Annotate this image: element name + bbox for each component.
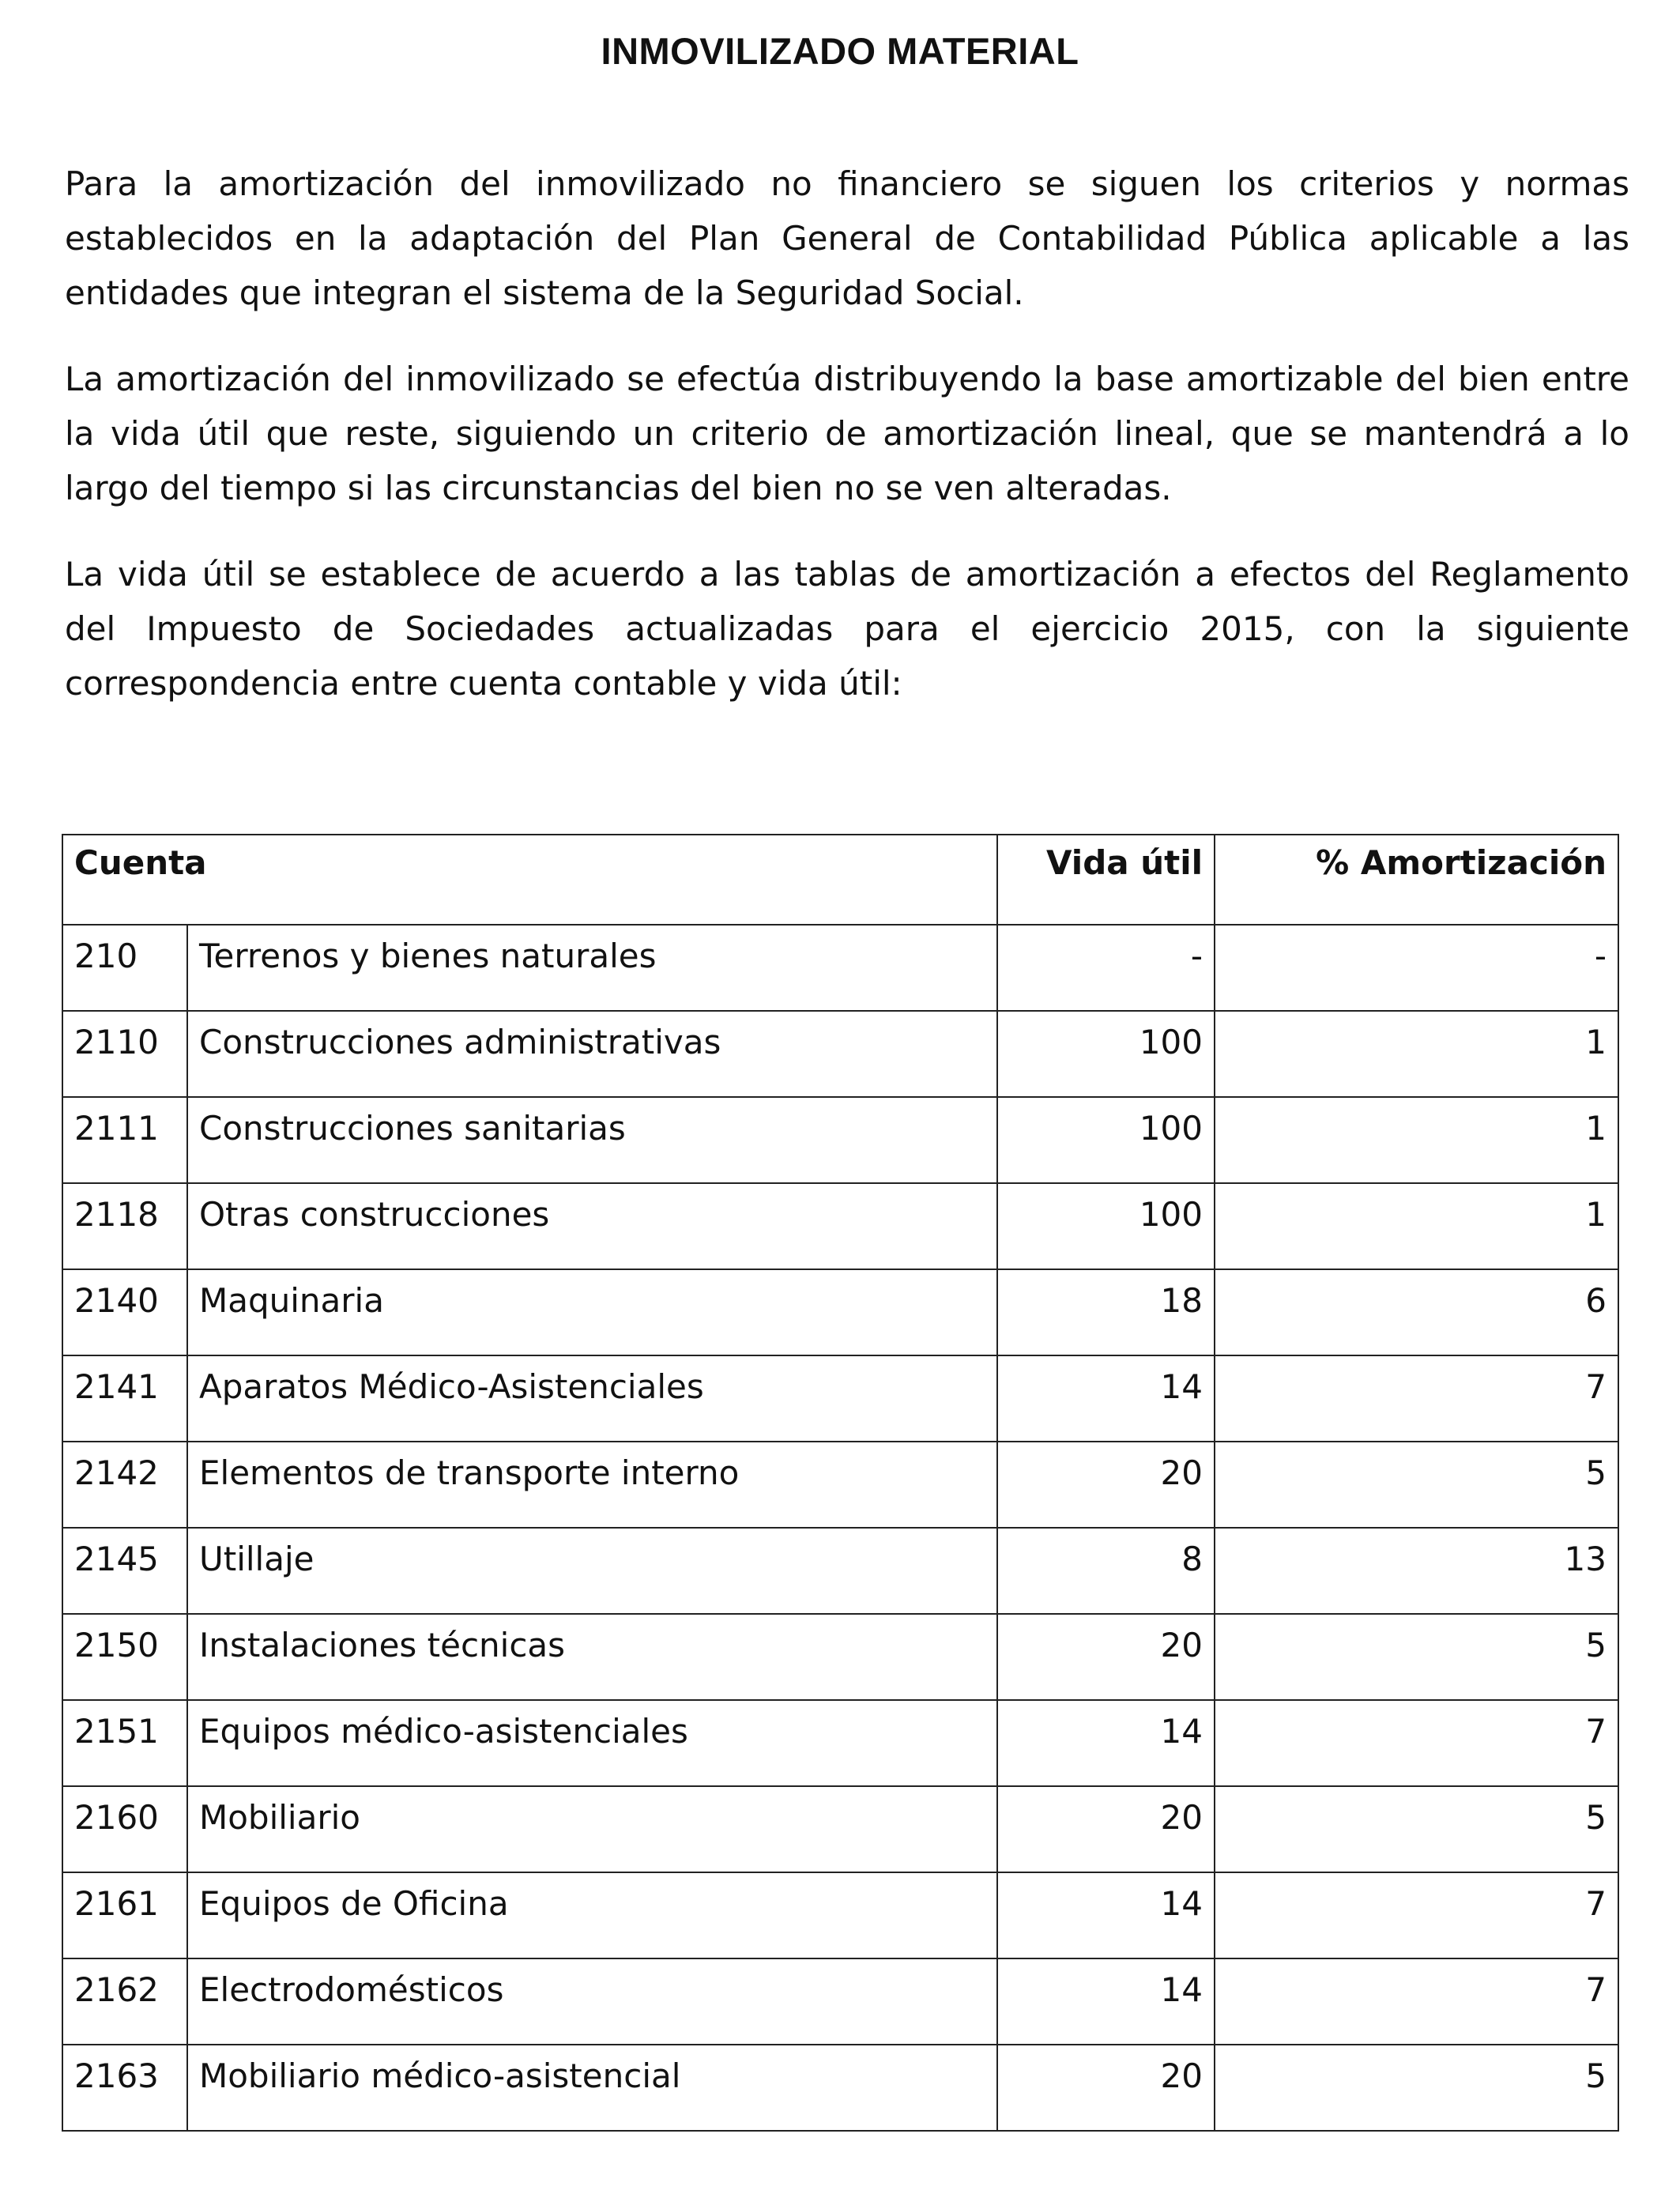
table-header-row <box>62 835 1618 925</box>
amortization-percent: 7 <box>1215 1700 1618 1786</box>
useful-life: 20 <box>997 1786 1215 1872</box>
table-row <box>62 1958 1618 2045</box>
account-description: Otras construcciones <box>187 1183 997 1269</box>
account-description: Mobiliario <box>187 1786 997 1872</box>
amortization-percent: 7 <box>1215 1872 1618 1958</box>
account-description: Utillaje <box>187 1528 997 1614</box>
account-code: 2142 <box>62 1442 187 1528</box>
amortization-percent: 5 <box>1215 1442 1618 1528</box>
paragraph-2: La amortización del inmovilizado se efectúa distribuyendo la base amortizable del bien entre la vida útil que reste, siguiendo un criterio de amortización lineal, que se mantendrá a lo largo del tiempo si las circunstancias del bien no se ven alteradas. <box>65 360 1629 507</box>
useful-life: 20 <box>997 1614 1215 1700</box>
table-row <box>62 1269 1618 1355</box>
account-code: 2110 <box>62 1011 187 1097</box>
account-description: Electrodomésticos <box>187 1958 997 2045</box>
account-code: 2140 <box>62 1269 187 1355</box>
useful-life: 14 <box>997 1355 1215 1442</box>
account-description: Equipos médico-asistenciales <box>187 1700 997 1786</box>
header-amortizacion: % Amortización <box>1215 835 1618 925</box>
useful-life: 20 <box>997 1442 1215 1528</box>
table-row <box>62 1183 1618 1269</box>
amortization-percent: 6 <box>1215 1269 1618 1355</box>
table-row <box>62 925 1618 1011</box>
useful-life: 14 <box>997 1958 1215 2045</box>
account-code: 2163 <box>62 2045 187 2131</box>
useful-life: 8 <box>997 1528 1215 1614</box>
amortization-table <box>62 834 1619 2132</box>
useful-life: 14 <box>997 1700 1215 1786</box>
useful-life: 100 <box>997 1097 1215 1183</box>
account-description: Equipos de Oficina <box>187 1872 997 1958</box>
table-row <box>62 1097 1618 1183</box>
paragraph-1: Para la amortización del inmovilizado no financiero se siguen los criterios y normas establecidos en la adaptación del Plan General de Contabilidad Pública aplicable a las entidades que integran el sistema de la Seguridad Social. <box>65 164 1629 312</box>
amortization-percent: 5 <box>1215 1786 1618 1872</box>
useful-life: 18 <box>997 1269 1215 1355</box>
account-description: Construcciones administrativas <box>187 1011 997 1097</box>
table-row <box>62 1011 1618 1097</box>
table-row <box>62 1442 1618 1528</box>
account-code: 2161 <box>62 1872 187 1958</box>
account-code: 2150 <box>62 1614 187 1700</box>
amortization-percent: 1 <box>1215 1183 1618 1269</box>
account-description: Construcciones sanitarias <box>187 1097 997 1183</box>
header-cuenta: Cuenta <box>62 835 997 925</box>
account-description: Terrenos y bienes naturales <box>187 925 997 1011</box>
table-row <box>62 1355 1618 1442</box>
table-row <box>62 2045 1618 2131</box>
amortization-percent: - <box>1215 925 1618 1011</box>
amortization-percent: 1 <box>1215 1097 1618 1183</box>
header-vida-util: Vida útil <box>997 835 1215 925</box>
amortization-percent: 1 <box>1215 1011 1618 1097</box>
account-code: 2151 <box>62 1700 187 1786</box>
account-code: 2111 <box>62 1097 187 1183</box>
account-code: 2118 <box>62 1183 187 1269</box>
useful-life: 100 <box>997 1011 1215 1097</box>
paragraph-3: La vida útil se establece de acuerdo a las tablas de amortización a efectos del Reglamento del Impuesto de Sociedades actualizadas para el ejercicio 2015, con la siguiente correspondencia entre cuenta contable y vida útil: <box>65 555 1629 703</box>
table-row <box>62 1528 1618 1614</box>
amortization-percent: 5 <box>1215 1614 1618 1700</box>
page-title: INMOVILIZADO MATERIAL <box>601 30 1079 73</box>
table-row <box>62 1614 1618 1700</box>
useful-life: 14 <box>997 1872 1215 1958</box>
useful-life: 20 <box>997 2045 1215 2131</box>
account-description: Mobiliario médico-asistencial <box>187 2045 997 2131</box>
account-code: 2145 <box>62 1528 187 1614</box>
useful-life: 100 <box>997 1183 1215 1269</box>
amortization-percent: 5 <box>1215 2045 1618 2131</box>
amortization-percent: 7 <box>1215 1355 1618 1442</box>
account-description: Elementos de transporte interno <box>187 1442 997 1528</box>
account-code: 2141 <box>62 1355 187 1442</box>
account-code: 2162 <box>62 1958 187 2045</box>
account-description: Maquinaria <box>187 1269 997 1355</box>
account-code: 210 <box>62 925 187 1011</box>
amortization-percent: 7 <box>1215 1958 1618 2045</box>
account-description: Aparatos Médico-Asistenciales <box>187 1355 997 1442</box>
table-row <box>62 1700 1618 1786</box>
account-code: 2160 <box>62 1786 187 1872</box>
table-row <box>62 1872 1618 1958</box>
account-description: Instalaciones técnicas <box>187 1614 997 1700</box>
table-row <box>62 1786 1618 1872</box>
amortization-percent: 13 <box>1215 1528 1618 1614</box>
useful-life: - <box>997 925 1215 1011</box>
